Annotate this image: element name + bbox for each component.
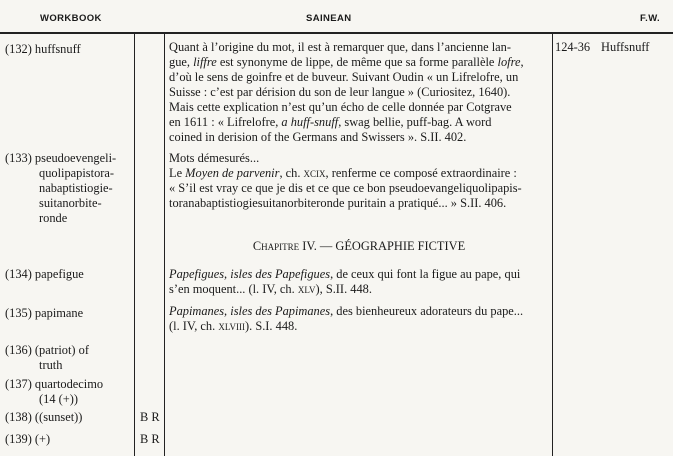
text-line: gue, liffre est synonyme de lippe, de même que sa forme parallèle lofre, [169,55,524,69]
entry-135-term: (135) papimane [5,306,84,320]
entry-137-term: (137) quartodecimo (14 (+)) [5,377,104,406]
column-divider-3 [552,34,553,456]
page-title: SAINEAN [306,13,352,24]
entry-133-term: (133) pseudoevengeli- quolipapistora- nabaptistiogie- suitanorbite- ronde [5,151,117,225]
text-line: en 1611 : « Lifrelofre, a huff-snuff, swag bellie, puff-bag. A word [169,115,492,129]
text-line: Suisse : c’est par dérision du son de leur langue » (Curiositez, 1640). [169,85,511,99]
entry-132-term: (132) huffsnuff [5,42,81,56]
text-line: Mais cette explication n’est qu’un écho de celle donnée par Cotgrave [169,100,512,114]
entry-136-term: (136) (patriot) of truth [5,343,89,372]
page-header [0,0,673,36]
entry-139-term: (139) (+) [5,432,51,446]
entry-132-fw: Huffsnuff [601,40,650,54]
entry-133-text: Mots démesurés... Le Moyen de parvenir, ch. xcix, renferme ce composé extraordinaire : « S’il est vray ce que je dis et ce que ce bon pseudoevangeliquolipapis- toranabaptistiogiesuitanorbiteronde puritain a pratiqué... » S.II. 406. [169,151,522,210]
workbook-label: WORKBOOK [40,13,102,24]
entry-134-term: (134) papefigue [5,267,84,281]
header-rule [0,32,673,34]
entry-138-mark: B R [140,410,160,424]
column-divider-1 [134,34,135,456]
text-line: Quant à l’origine du mot, il est à remarquer que, dans l’ancienne lan- [169,40,511,54]
entry-132-ref: 124-36 [555,40,591,54]
entry-132-text [169,40,549,145]
entry-138-term: (138) ((sunset)) [5,410,83,424]
text-line: d’où le sens de goinfre et de buveur. Suivant Oudin « un Lifrelofre, un [169,70,519,84]
entry-135-text: Papimanes, isles des Papimanes, des bienheureux adorateurs du pape... (l. IV, ch. xlviii). S.I. 448. [169,304,524,333]
chapter-heading: Chapitre IV. — GÉOGRAPHIE FICTIVE [252,239,466,253]
entry-134-text: Papefigues, isles des Papefigues, de ceux qui font la figue au pape, qui s’en moquent... (l. IV, ch. xlv), S.II. 448. [169,267,521,296]
text-line: coined in derision of the Germans and Swissers ». S.II. 402. [169,130,467,144]
entry-139-mark: B R [140,432,160,446]
fw-label: F.W. [640,13,661,24]
column-divider-2 [164,34,165,456]
